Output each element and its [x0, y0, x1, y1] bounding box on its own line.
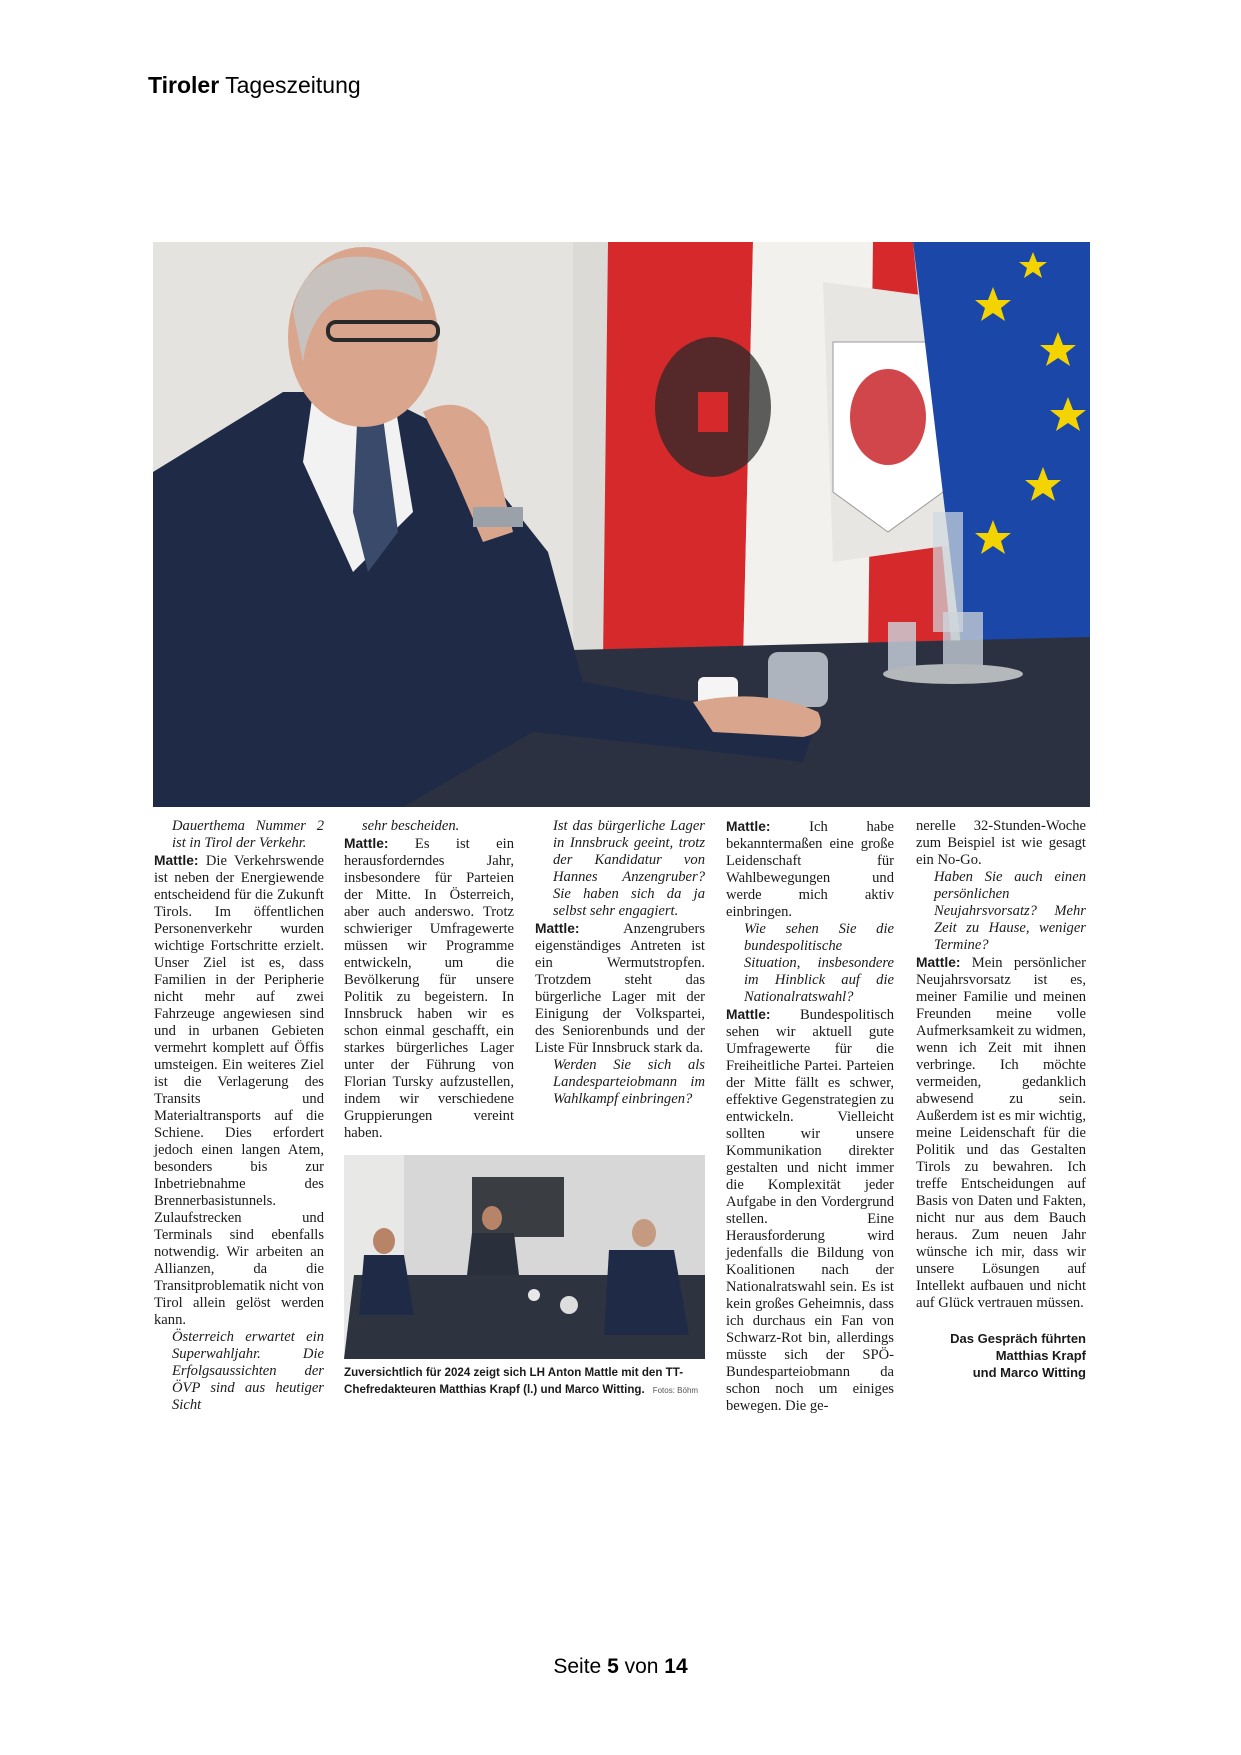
answer [726, 818, 894, 921]
speaker: Mattle: [726, 1007, 771, 1022]
speaker: Mattle: [916, 955, 961, 970]
column-5 [916, 818, 1086, 1381]
answer [726, 1006, 894, 1415]
photo-credit: Fotos: Böhm [652, 1386, 699, 1395]
page-prefix: Seite [553, 1655, 608, 1678]
column-1 [154, 818, 324, 1414]
secondary-photo [344, 1155, 705, 1359]
interview-credit [916, 1330, 1086, 1381]
masthead [148, 72, 361, 99]
masthead-regular: Tageszeitung [225, 72, 361, 98]
question: Werden Sie sich als Landesparteiobmann im Wahlkampf einbringen? [553, 1057, 705, 1107]
page-mid: von [618, 1655, 665, 1678]
column-4 [726, 818, 894, 1415]
credit-line: Matthias Krapf [995, 1348, 1086, 1363]
credit-line: Das Gespräch führten [950, 1331, 1086, 1346]
answer-text: Ich habe bekanntermaßen eine große Leidenschaft für Wahlbewegungen und werde mich aktiv einbringen. [726, 819, 894, 920]
answer [535, 920, 705, 1057]
credit-line: und Marco Witting [972, 1365, 1086, 1380]
question-end: sehr bescheiden. [362, 818, 460, 834]
photo-caption [344, 1364, 705, 1399]
column-2 [344, 818, 514, 1142]
speaker: Mattle: [344, 836, 389, 851]
answer [154, 852, 324, 1329]
page-number [0, 1655, 1241, 1679]
question: Österreich erwartet ein Superwahljahr. Die Erfolgsaussichten der ÖVP sind aus heutiger Sicht [172, 1329, 324, 1413]
main-photo [153, 242, 1090, 807]
question: Ist das bürgerliche Lager in Innsbruck geeint, trotz der Kandidatur von Hannes Anzengruber? Sie haben sich da ja selbst sehr engagiert. [553, 818, 705, 919]
question: Wie sehen Sie die bundespolitische Situation, insbesondere im Hinblick auf die Nationalratswahl? [744, 921, 894, 1005]
column-3 [535, 818, 705, 1108]
answer-text: Anzengrubers eigenständiges Antreten ist ein Wermutstropfen. Trotzdem steht das bürgerliche Lager mit der Einigung der Volkspartei, des Seniorenbunds und der Liste Für Innsbruck stark da. [535, 921, 705, 1056]
answer [344, 835, 514, 1142]
masthead-bold: Tiroler [148, 72, 220, 98]
answer-continued: nerelle 32-Stunden-Woche zum Beispiel ist wie gesagt ein No-Go. [916, 818, 1086, 868]
speaker: Mattle: [535, 921, 580, 936]
answer-text: Mein persönlicher Neujahrsvorsatz ist es, meiner Familie und meinen Freunden meine volle Aufmerksamkeit zu widmen, wenn ich Zeit mit ihnen verbringe. Ich möchte vermeiden, gedanklich abwesend zu sein. Außerdem ist es mir wichtig, meine Leidenschaft für die Politik und das Gestalten Tirols zu bewahren. Ich treffe Entscheidungen auf Basis von Daten und Fakten, nicht nur aus dem Bauch heraus. Zum neuen Jahr wünsche ich mir, dass wir unsere Lösungen auf Intellekt aufbauen und nicht auf Glück vertrauen müssen. [916, 955, 1086, 1311]
caption-text: Zuversichtlich für 2024 zeigt sich LH Anton Mattle mit den TT-Chefredakteuren Matthias Krapf (l.) und Marco Witting. [344, 1366, 684, 1396]
speaker: Mattle: [726, 819, 771, 834]
answer [916, 954, 1086, 1312]
answer-text: Bundespolitisch sehen wir aktuell gute Umfragewerte für die Freiheitliche Partei. Parteien der Mitte fällt es schwer, effektive Gegenstrategien zu entwickeln. Vielleicht sollten wir unsere Kommunikation direkter gestalten und nicht immer die Komplexität jeder Aufgabe in den Vordergrund stellen. Eine Herausforderung wird jedenfalls die Bildung von Koalitionen nach der Nationalratswahl sein. Es ist kein großes Geheimnis, dass ich durchaus ein Fan von Schwarz-Rot bin, allerdings müsste sich der SPÖ-Bundesparteiobmann da schon noch um einiges bewegen. Die ge- [726, 1007, 894, 1414]
answer-text: Es ist ein herausforderndes Jahr, insbesondere für Parteien der Mitte. In Österreich, aber auch anderswo. Trotz schwieriger Umfragewerte müssen wir Programme entwickeln, um die Bevölkerung für unsere Politik zu begeistern. In Innsbruck haben wir es schon einmal geschafft, ein starkes bürgerliches Lager unter der Führung von Florian Tursky aufzustellen, indem wir verschiedene Gruppierungen vereint haben. [344, 836, 514, 1141]
total-pages: 14 [664, 1655, 688, 1678]
speaker: Mattle: [154, 853, 199, 868]
question: Dauerthema Nummer 2 ist in Tirol der Verkehr. [172, 818, 324, 851]
current-page: 5 [607, 1655, 619, 1678]
question: Haben Sie auch einen persönlichen Neujahrsvorsatz? Mehr Zeit zu Hause, weniger Termine? [934, 869, 1086, 953]
answer-text: Die Verkehrswende ist neben der Energiewende entscheidend für die Zukunft Tirols. Im öffentlichen Personenverkehr wurden wichtige Fortschritte erzielt. Unser Ziel ist es, dass Familien in der Peripherie nicht mehr auf zwei Fahrzeuge angewiesen sind und in urbanen Gebieten vermehrt komplett auf Öffis umsteigen. Ein weiteres Ziel ist die Verlagerung des Transits und Materialtransports auf die Schiene. Dies erfordert jedoch einen langen Atem, besonders bis zur Inbetriebnahme des Brennerbasistunnels. Zulaufstrecken und Terminals sind ebenfalls notwendig. Wir arbeiten an Allianzen, da die Transitproblematik nicht von Tirol allein gelöst werden kann. [154, 853, 324, 1328]
